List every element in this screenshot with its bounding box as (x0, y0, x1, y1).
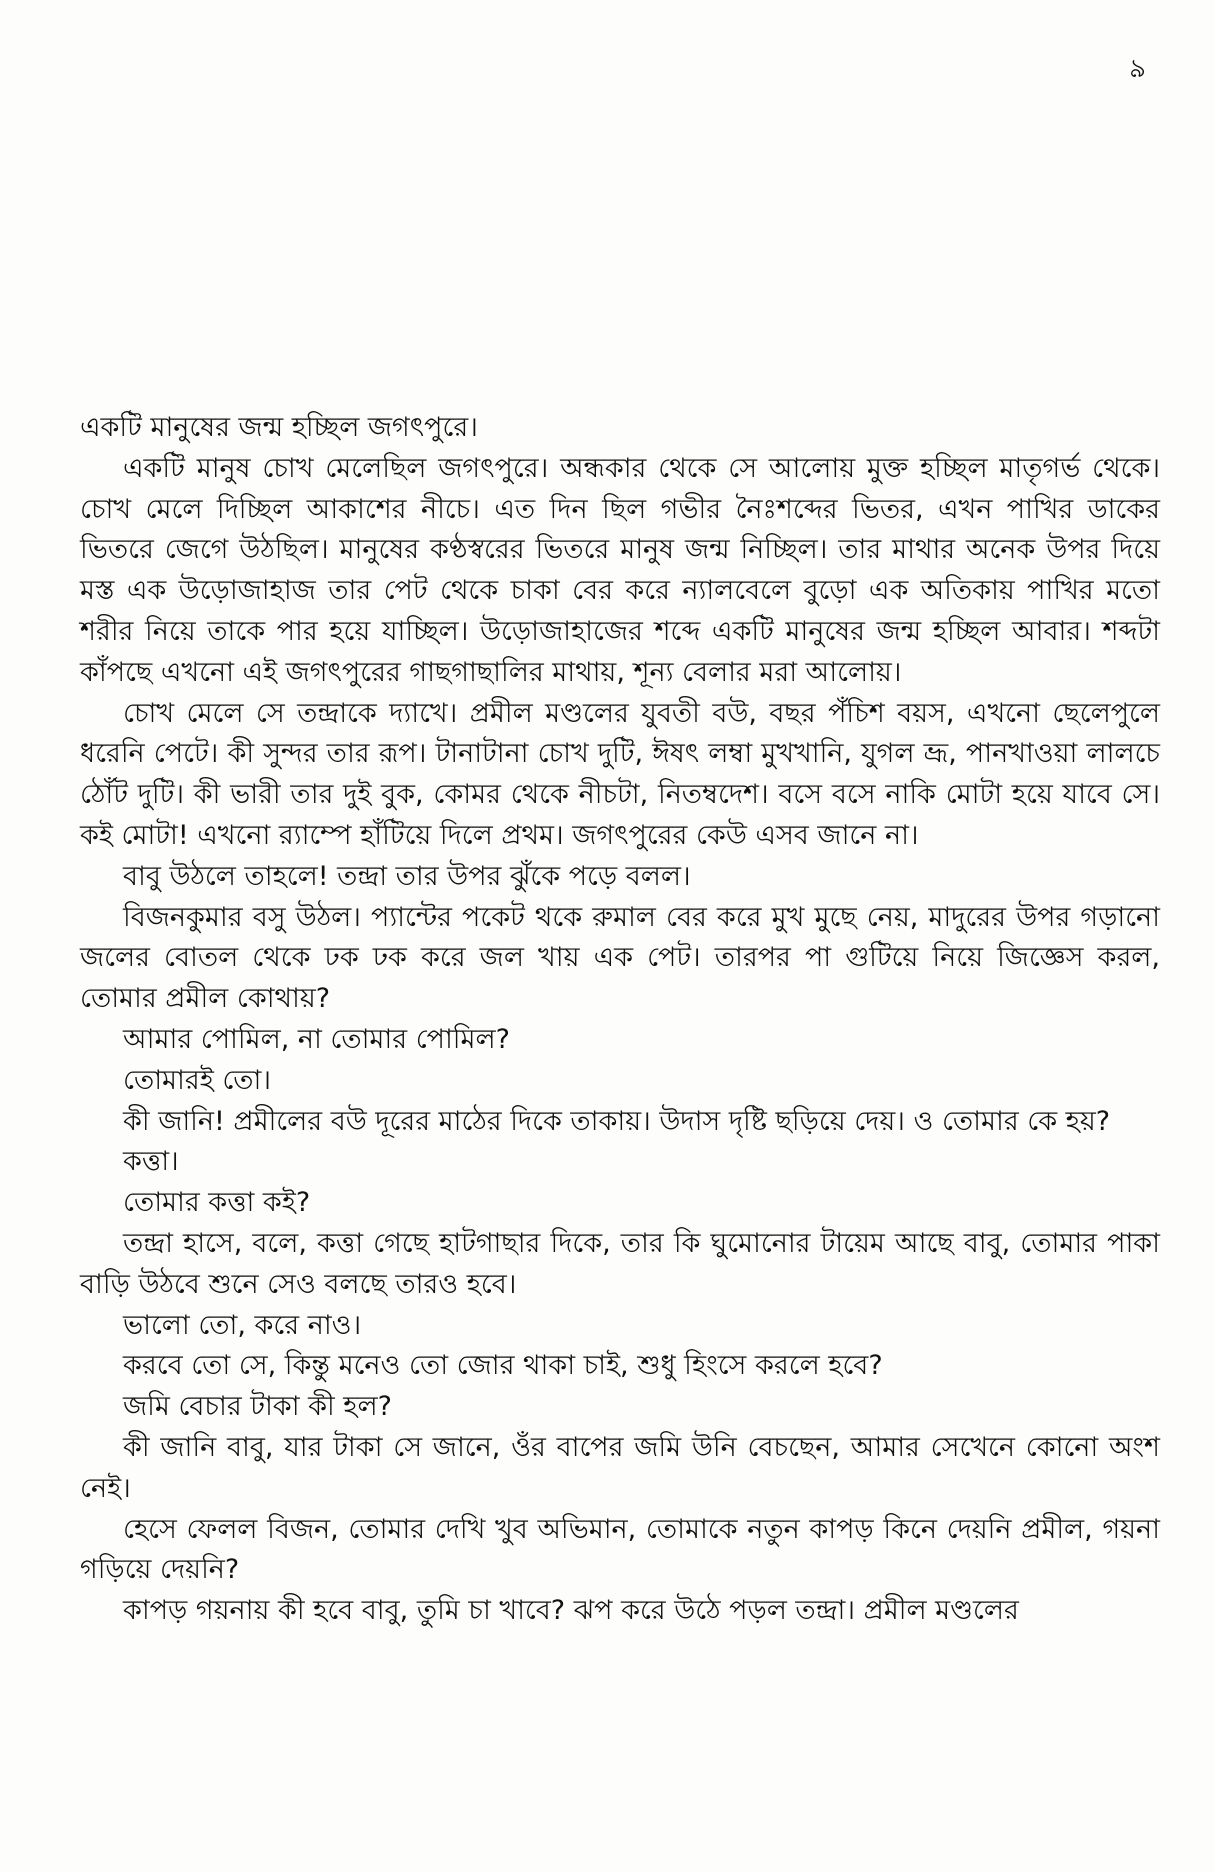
paragraph: তোমারই তো। (123, 1064, 272, 1096)
paragraph: একটি মানুষ চোখ মেলেছিল জগৎপুরে। অন্ধকার থেকে সে আলোয় মুক্ত হচ্ছিল মাতৃগর্ভ থেকে। চোখ মেলে দিচ্ছিল আকাশের নীচে। এত দিন ছিল গভীর নৈঃশব্দের ভিতর, এখন পাখির ডাকের ভিতরে জেগে উঠছিল। মানুষের কণ্ঠস্বরের ভিতরে মানুষ জন্ম নিচ্ছিল। তার মাথার অনেক উপর দিয়ে মস্ত এক উড়োজাহাজ তার পেট থেকে চাকা বের করে ন্যালবেলে বুড়ো এক অতিকায় পাখির মতো শরীর নিয়ে তাকে পার হয়ে যাচ্ছিল। উড়োজাহাজের শব্দে একটি মানুষের জন্ম হচ্ছিল আবার। শব্দটা কাঁপছে এখনো এই জগৎপুরের গাছগাছালির মাথায়, শূন্য বেলার মরা আলোয়। (80, 452, 1160, 688)
paragraph: বাবু উঠলে তাহলে! তন্দ্রা তার উপর ঝুঁকে পড়ে বলল। (123, 860, 691, 892)
paragraph: কী জানি! প্রমীলের বউ দূরের মাঠের দিকে তাকায়। উদাস দৃষ্টি ছড়িয়ে দেয়। ও তোমার কে হয়? (123, 1105, 1111, 1137)
paragraph: হেসে ফেলল বিজন, তোমার দেখি খুব অভিমান, তোমাকে নতুন কাপড় কিনে দেয়নি প্রমীল, গয়না গড়িয়ে দেয়নি? (80, 1513, 1160, 1586)
paragraph: চোখ মেলে সে তন্দ্রাকে দ্যাখে। প্রমীল মণ্ডলের যুবতী বউ, বছর পঁচিশ বয়স, এখনো ছেলেপুলে ধরেনি পেটে। কী সুন্দর তার রূপ। টানাটানা চোখ দুটি, ঈষৎ লম্বা মুখখানি, যুগল ভ্রূ, পানখাওয়া লালচে ঠোঁট দুটি। কী ভারী তার দুই বুক, কোমর থেকে নীচটা, নিতম্বদেশ। বসে বসে নাকি মোটা হয়ে যাবে সে। কই মোটা! এখনো র‍্যাম্পে হাঁটিয়ে দিলে প্রথম। জগৎপুরের কেউ এসব জানে না। (80, 697, 1160, 851)
paragraph: আমার পোমিল, না তোমার পোমিল? (123, 1023, 510, 1055)
paragraph: জমি বেচার টাকা কী হল? (123, 1391, 392, 1423)
page-number: ৯ (1129, 54, 1146, 84)
paragraph: বিজনকুমার বসু উঠল। প্যান্টের পকেট থকে রুমাল বের করে মুখ মুছে নেয়, মাদুরের উপর গড়ানো জলের বোতল থেকে ঢক ঢক করে জল খায় এক পেট। তারপর পা গুটিয়ে নিয়ে জিজ্ঞেস করল, তোমার প্রমীল কোথায়? (80, 901, 1160, 1015)
paragraph: তোমার কত্তা কই? (123, 1187, 311, 1219)
paragraph: তন্দ্রা হাসে, বলে, কত্তা গেছে হাটগাছার দিকে, তার কি ঘুমোনোর টায়েম আছে বাবু, তোমার পাকা বাড়ি উঠবে শুনে সেও বলছে তারও হবে। (80, 1227, 1160, 1300)
paragraph: কত্তা। (123, 1146, 179, 1178)
paragraph: কী জানি বাবু, যার টাকা সে জানে, ওঁর বাপের জমি উনি বেচছেন, আমার সেখেনে কোনো অংশ নেই। (80, 1431, 1160, 1504)
body-text (80, 408, 1160, 1632)
paragraph: কাপড় গয়নায় কী হবে বাবু, তুমি চা খাবে? ঝপ করে উঠে পড়ল তন্দ্রা। প্রমীল মণ্ডলের (123, 1595, 1019, 1627)
paragraph: করবে তো সে, কিন্তু মনেও তো জোর থাকা চাই, শুধু হিংসে করলে হবে? (123, 1350, 883, 1382)
paragraph: একটি মানুষের জন্ম হচ্ছিল জগৎপুরে। (80, 412, 478, 443)
paragraph: ভালো তো, করে নাও। (123, 1309, 362, 1341)
